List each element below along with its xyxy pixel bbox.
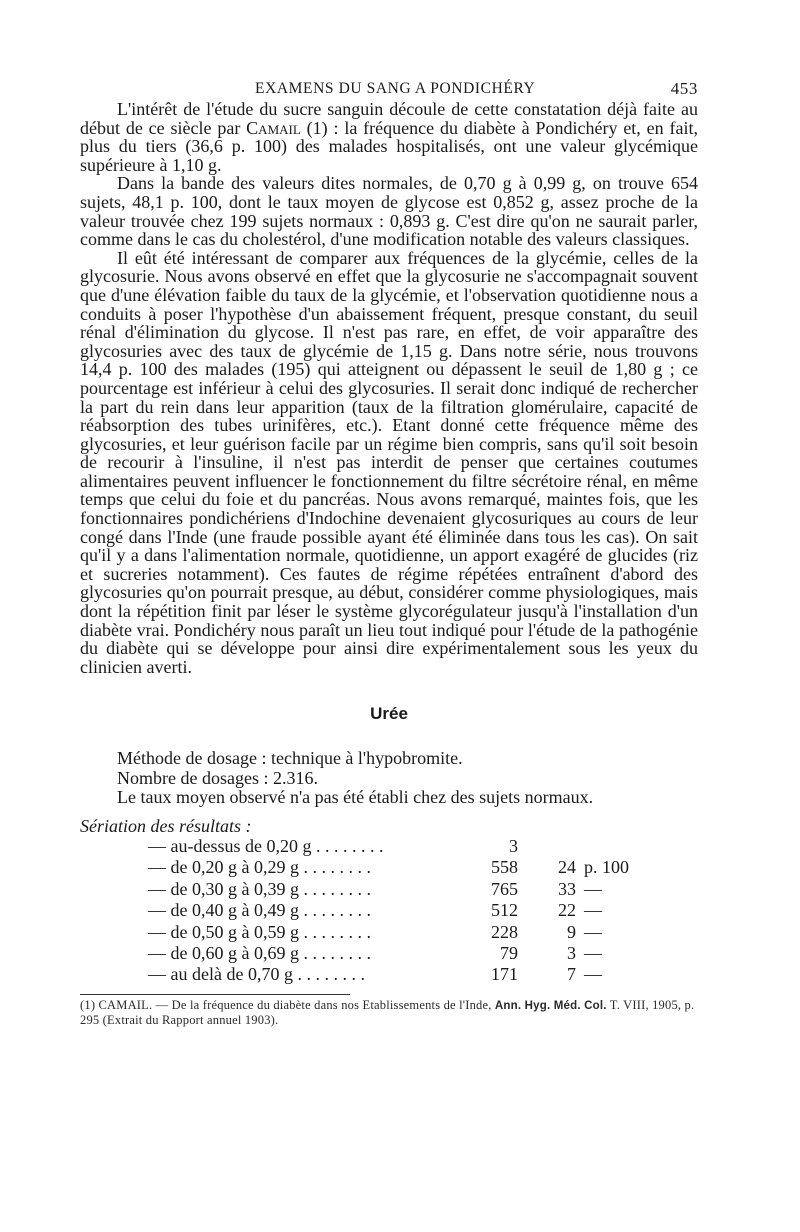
seriation-unit: — [584,964,602,985]
seriation-count: 228 [491,921,518,942]
method-block [80,749,698,808]
seriation-percent: 7 [567,964,576,985]
seriation-percent: 9 [567,921,576,942]
author-name: Camail [246,117,301,138]
seriation-table [148,836,629,986]
page-number: 453 [670,79,698,98]
seriation-row [148,857,629,878]
seriation-count: 79 [500,942,518,963]
seriation-title: Sériation des résultats : [80,815,252,836]
seriation-range: — au delà de 0,70 g . . . . . . . . [148,964,365,985]
seriation-percent: 22 [558,900,576,921]
seriation-count: 3 [509,835,518,856]
seriation-unit: — [584,878,602,899]
seriation-percent: 3 [567,942,576,963]
seriation-row [148,879,629,900]
seriation-range: — au-dessus de 0,20 g . . . . . . . . [148,835,384,856]
paragraph-text: L'intérêt de l'étude du sucre sanguin découle de cette constatation déjà faite au début de ce siècle par [80,99,698,138]
seriation-row [148,922,629,943]
seriation-range: — de 0,60 g à 0,69 g . . . . . . . . [148,942,371,963]
footnote [80,998,698,1027]
running-header [80,70,698,100]
seriation-row [148,943,629,964]
seriation-range: — de 0,50 g à 0,59 g . . . . . . . . [148,921,371,942]
seriation-count: 171 [491,964,518,985]
running-title: EXAMENS DU SANG A PONDICHÉRY [255,80,536,97]
footnote-text: (1) CAMAIL. — De la fréquence du diabète dans nos Etablissements de l'Inde, [80,997,495,1012]
seriation-unit: p. 100 [584,857,629,878]
seriation-unit [576,836,629,857]
footnote-text: T. VIII, 1905, p. 295 (Extrait du Rapport annuel 1903). [80,997,695,1027]
seriation-range: — de 0,30 g à 0,39 g . . . . . . . . [148,878,371,899]
paragraph: Il eût été intéressant de comparer aux fréquences de la glycémie, celles de la glycosurie. Nous avons observé en effet que la glycosurie ne s'accompagnait souvent que d'une élévation faible du taux de la glycémie, et l'observation quotidienne nous a conduits à poser l'hypothèse d'un abaissement fréquent, presque constant, du seuil rénal d'élimination du glycose. Il n'est pas rare, en effet, de voir apparaître des glycosuries avec des taux de glycémie de 1,15 g. Dans notre série, nous trouvons 14,4 p. 100 des malades (195) qui atteignent ou dépassent le seuil de 1,80 g ; ce pourcentage est inférieur à celui des glycosuries. Il serait donc indiqué de rechercher la part du rein dans leur apparition (taux de la filtration glomérulaire, capacité de réabsorption des tubes urinifères, etc.). Etant donné cette fréquence même des glycosuries, et leur guérison facile par un régime bien compris, sans qu'il soit besoin de recourir à l'insuline, il n'est pas interdit de penser que certaines coutumes alimentaires peuvent influencer le fonctionnement du filtre sécrétoire rénal, en même temps que celui du foie et du pancréas. Nous avons remarqué, maintes fois, que les fonctionnaires pondichériens d'Indochine devenaient glycosuriques au cours de leur congé dans l'Inde (une fraude possible ayant été éliminée dans tous les cas). On sait qu'il y a dans l'alimentation normale, quotidienne, un apport exagéré de glucides (riz et sucreries notamment). Ces fautes de régime répétées entraînent d'abord des glycosuries qu'on pourrait presque, au début, considérer comme physiologiques, mais dont la répétition finit par léser le système glycorégulateur jusqu'à l'installation d'un diabète vrai. Pondichéry nous paraît un lieu tout indiqué pour l'étude de la pathogénie du diabète qui se développe pour ainsi dire expérimentalement sous les yeux du clinicien averti. [80,247,698,677]
seriation-count: 765 [491,878,518,899]
seriation-row [148,900,629,921]
seriation-row [148,964,629,985]
body-text [80,100,698,676]
seriation-percent: 33 [558,878,576,899]
section-title: Urée [370,704,408,724]
note-line: Le taux moyen observé n'a pas été établi chez des sujets normaux. [117,787,594,808]
seriation-range: — de 0,40 g à 0,49 g . . . . . . . . [148,900,371,921]
seriation-percent [518,836,576,857]
seriation-row [148,836,629,857]
seriation-unit: — [584,942,602,963]
paragraph-text: (1) : la fréquence du diabète à Pondichéry et, en fait, plus du tiers (36,6 p. 100) des malades hospitalisés, ont une valeur glycémique supérieure à 1,10 g. [80,117,698,175]
seriation-count: 512 [491,900,518,921]
paragraph: Dans la bande des valeurs dites normales, de 0,70 g à 0,99 g, on trouve 654 sujets, 48,1 p. 100, dont le taux moyen de glycose est 0,852 g, assez proche de la valeur trouvée chez 199 sujets normaux : 0,893 g. C'est dire qu'on ne saurait parler, comme dans le cas du cholestérol, d'une modification notable des valeurs classiques. [80,173,698,250]
seriation-unit: — [584,921,602,942]
method-line: Méthode de dosage : technique à l'hypobromite. [117,748,463,769]
seriation-unit: — [584,900,602,921]
journal-name: Ann. Hyg. Méd. Col. [494,999,607,1012]
seriation-range: — de 0,20 g à 0,29 g . . . . . . . . [148,857,371,878]
page [80,70,698,1027]
count-line: Nombre de dosages : 2.316. [117,767,318,788]
seriation-percent: 24 [558,857,576,878]
footnote-divider [80,994,350,995]
seriation-count: 558 [491,857,518,878]
paragraph [80,100,698,174]
